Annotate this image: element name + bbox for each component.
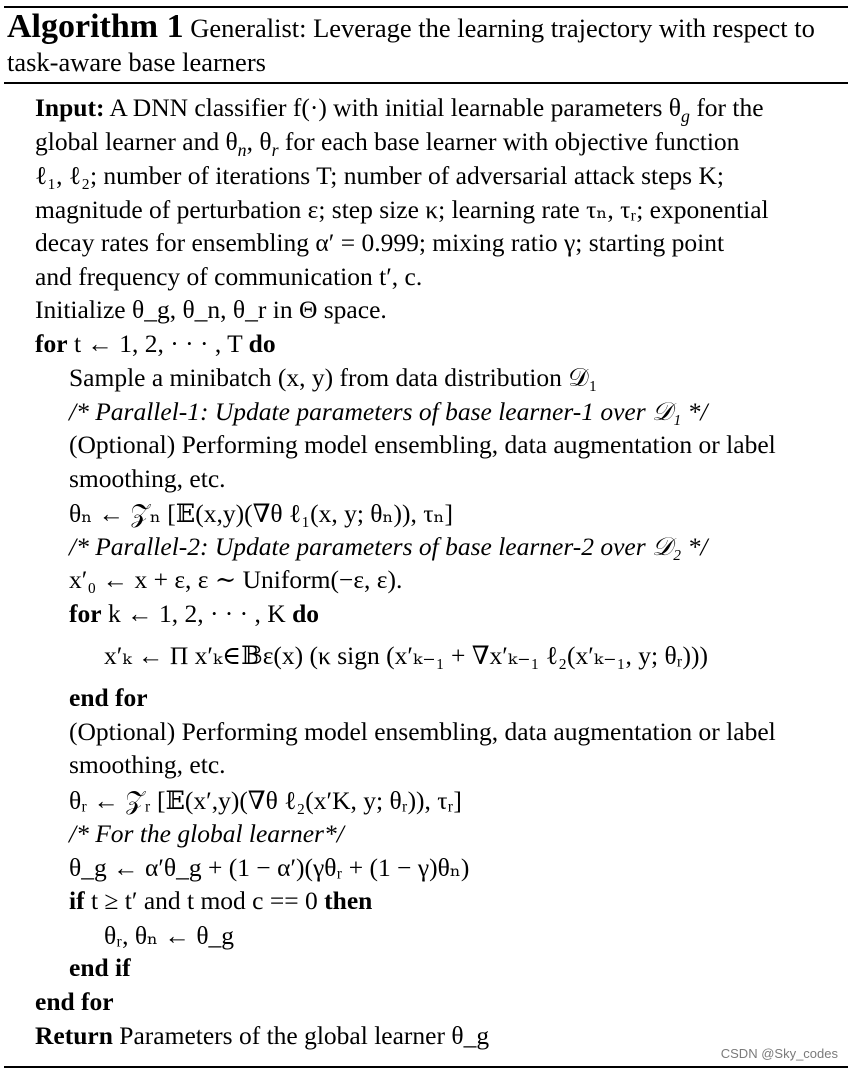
smoothing-line-1: smoothing, etc. [69,464,226,493]
end-for-t: end for [35,987,114,1016]
for-t-line: for t ← 1, 2, · · · , T do [35,329,276,358]
input-line-4: magnitude of perturbation ε; step size κ; learning rate τₙ, τᵣ; exponential [35,195,769,224]
sync-line: θᵣ, θₙ ← θ_g [104,921,235,950]
init-x0-line: x′₀ ← x + ε, ε ∼ Uniform(−ε, ε). [69,565,403,594]
comment-parallel-1: /* Parallel-1: Update parameters of base learner-1 over 𝒟₁ */ [69,397,708,426]
watermark: CSDN @Sky_codes [720,1046,838,1061]
for-k-line: for k ← 1, 2, · · · , K do [69,599,320,628]
input-line-3: ℓ₁, ℓ₂; number of iterations T; number of adversarial attack steps K; [35,161,724,190]
algorithm-caption [7,10,847,79]
if-line: if t ≥ t′ and t mod c == 0 then [69,886,373,915]
update-theta-g: θ_g ← α′θ_g + (1 − α′)(γθᵣ + (1 − γ)θₙ) [69,853,470,882]
input-line-6: and frequency of communication t′, c. [35,262,423,291]
optional-line-1: (Optional) Performing model ensembling, data augmentation or label [69,430,776,459]
sample-line: Sample a minibatch (x, y) from data distribution 𝒟₁ [69,363,598,392]
pgd-step-line: x′ₖ ← Π x′ₖ∈𝔹ε(x) (κ sign (x′ₖ₋₁ + ∇x′ₖ₋₁ ℓ₂(x′ₖ₋₁, y; θᵣ))) [104,641,708,670]
end-for-k: end for [69,683,148,712]
return-line: Return Parameters of the global learner θ_g [35,1021,490,1050]
algorithm-title: Generalist: Leverage the learning trajectory with respect to task-aware base learners [7,13,815,77]
caption-rule [4,82,848,84]
bottom-rule [4,1066,848,1068]
update-theta-r: θᵣ ← 𝒵ᵣ [𝔼(x′,y)(∇θ ℓ₂(x′K, y; θᵣ)), τᵣ] [69,786,462,815]
input-line-5: decay rates for ensembling α′ = 0.999; mixing ratio γ; starting point [35,228,725,257]
comment-parallel-2: /* Parallel-2: Update parameters of base learner-2 over 𝒟₂ */ [69,532,708,561]
optional-line-2: (Optional) Performing model ensembling, data augmentation or label [69,717,776,746]
update-theta-n: θₙ ← 𝒵ₙ [𝔼(x,y)(∇θ ℓ₁(x, y; θₙ)), τₙ] [69,499,454,528]
comment-global-learner: /* For the global learner*/ [69,819,344,848]
end-if: end if [69,953,131,982]
smoothing-line-2: smoothing, etc. [69,750,226,779]
algorithm-label: Algorithm 1 [7,8,184,45]
input-line-2: global learner and $\theta_n$, $\theta_r$ for each base learner with objective function [35,127,740,161]
input-line-1: Input: A DNN classifier f(·) with initial learnable parameters $\theta_g$ for the [35,93,764,127]
initialize-line: Initialize θ_g, θ_n, θ_r in Θ space. [35,295,387,324]
